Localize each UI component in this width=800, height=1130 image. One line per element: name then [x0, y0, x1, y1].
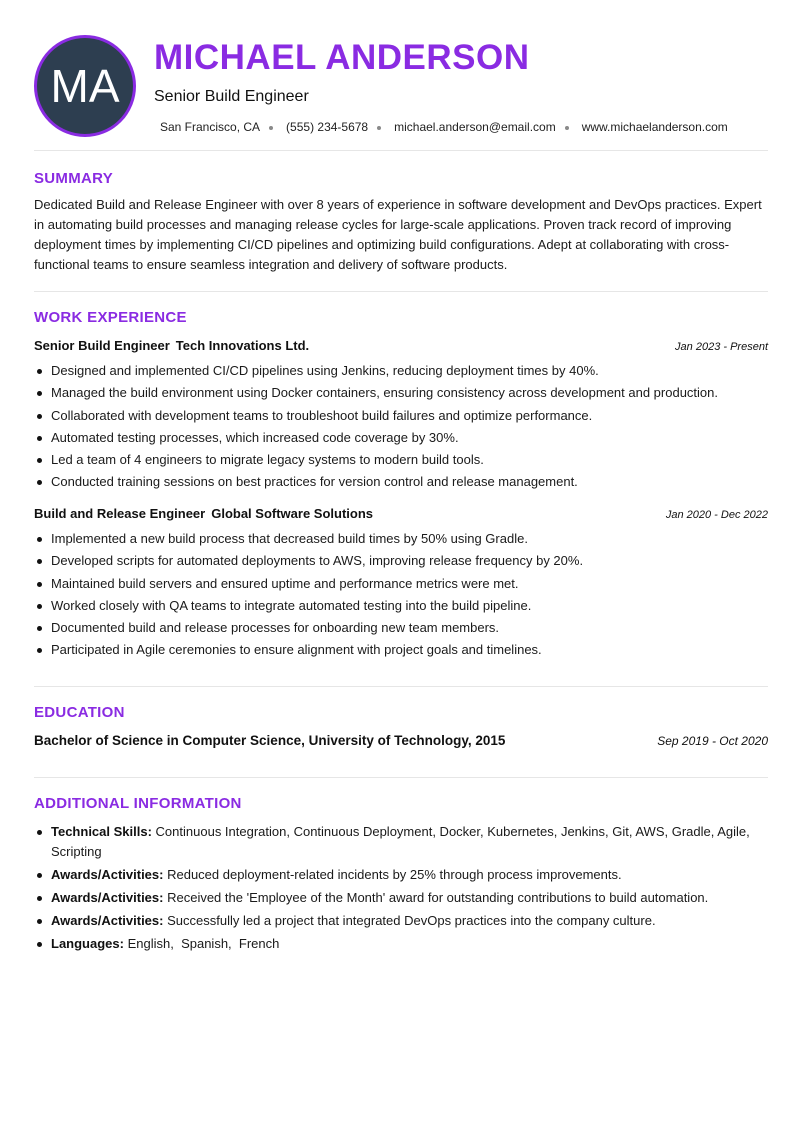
summary-text: Dedicated Build and Release Engineer with over 8 years of experience in software development and DevOps practices. Expert in automating build processes and managing release cycles for large-scale applications. Proven track record of improving deployment times by implementing CI/CD pipelines and optimizing build configurations. Adept at collaborating with cross-functional teams to ensure seamless integration and delivery of software products. — [34, 197, 762, 272]
job-bullet: Conducted training sessions on best practices for version control and release management. — [34, 471, 768, 493]
info-text: Successfully led a project that integrated DevOps practices into the company culture. — [167, 912, 656, 928]
section-divider — [34, 777, 768, 778]
job-header — [34, 506, 768, 526]
job-role: Senior Build Engineer — [34, 338, 170, 353]
info-text: Received the 'Employee of the Month' award for outstanding contributions to build automation. — [167, 889, 709, 905]
education-dates: Sep 2019 - Oct 2020 — [657, 734, 768, 748]
section-title-additional: ADDITIONAL INFORMATION — [34, 795, 242, 812]
contact-phone: (555) 234-5678 — [286, 120, 369, 134]
info-item-award — [34, 888, 768, 908]
additional-info-list — [34, 822, 768, 957]
contact-website[interactable]: www.michaelanderson.com — [581, 120, 728, 134]
bullet-separator — [269, 126, 273, 130]
job-bullets — [34, 360, 768, 494]
job-bullet: Managed the build environment using Docker containers, ensuring consistency across development and production. — [34, 382, 768, 404]
job-header — [34, 338, 768, 358]
contact-email[interactable]: michael.anderson@email.com — [394, 120, 556, 134]
section-title-summary: SUMMARY — [34, 170, 114, 187]
resume-page — [34, 0, 768, 951]
info-item-languages — [34, 934, 768, 954]
job-bullet: Documented build and release processes for onboarding new team members. — [34, 617, 768, 639]
info-label: Awards/Activities: — [51, 866, 164, 882]
bullet-separator — [377, 126, 381, 130]
candidate-title: Senior Build Engineer — [154, 88, 309, 105]
contact-info — [160, 120, 728, 134]
info-label: Technical Skills: — [51, 824, 152, 839]
bullet-separator — [565, 126, 569, 130]
resume-header — [34, 0, 768, 150]
job-company: Global Software Solutions — [211, 506, 374, 521]
job-dates: Jan 2023 - Present — [675, 341, 768, 353]
section-title-education: EDUCATION — [34, 704, 125, 721]
info-item-award — [34, 911, 768, 931]
section-divider — [34, 291, 768, 292]
avatar — [34, 35, 136, 137]
info-item-skills — [34, 822, 768, 861]
education-degree: Bachelor of Science in Computer Science, University of Technology, 2015 — [34, 733, 506, 748]
education-entry — [34, 733, 768, 748]
job-bullet: Implemented a new build process that decreased build times by 50% using Gradle. — [34, 528, 768, 550]
info-item-award — [34, 865, 768, 885]
job-bullet: Collaborated with development teams to troubleshoot build failures and optimize performance. — [34, 405, 768, 427]
job-bullets — [34, 528, 768, 662]
info-label: Awards/Activities: — [51, 912, 164, 928]
job-company: Tech Innovations Ltd. — [175, 338, 310, 353]
job-bullet: Automated testing processes, which increased code coverage by 30%. — [34, 427, 768, 449]
section-divider — [34, 686, 768, 687]
candidate-name: MICHAEL ANDERSON — [154, 38, 530, 77]
job-bullet: Maintained build servers and ensured uptime and performance metrics were met. — [34, 573, 768, 595]
info-text: Reduced deployment-related incidents by 25% through process improvements. — [167, 866, 622, 882]
section-divider — [34, 150, 768, 151]
job-bullet: Worked closely with QA teams to integrate automated testing into the build pipeline. — [34, 595, 768, 617]
info-label: Awards/Activities: — [51, 889, 164, 905]
avatar-initials: MA — [50, 60, 120, 112]
job-bullet: Designed and implemented CI/CD pipelines using Jenkins, reducing deployment times by 40%. — [34, 360, 768, 382]
section-title-experience: WORK EXPERIENCE — [34, 309, 187, 326]
info-label: Languages: — [51, 936, 124, 951]
job-dates: Jan 2020 - Dec 2022 — [665, 509, 768, 521]
info-text: English, Spanish, French — [127, 936, 280, 951]
contact-location: San Francisco, CA — [160, 120, 261, 134]
job-bullet: Participated in Agile ceremonies to ensure alignment with project goals and timelines. — [34, 639, 768, 661]
job-role: Build and Release Engineer — [34, 506, 206, 521]
info-text: Continuous Integration, Continuous Deployment, Docker, Kubernetes, Jenkins, Git, AWS, Gradle, Agile, Scripting — [51, 824, 750, 859]
job-bullet: Led a team of 4 engineers to migrate legacy systems to modern build tools. — [34, 449, 768, 471]
job-bullet: Developed scripts for automated deployments to AWS, improving release frequency by 20%. — [34, 550, 768, 572]
